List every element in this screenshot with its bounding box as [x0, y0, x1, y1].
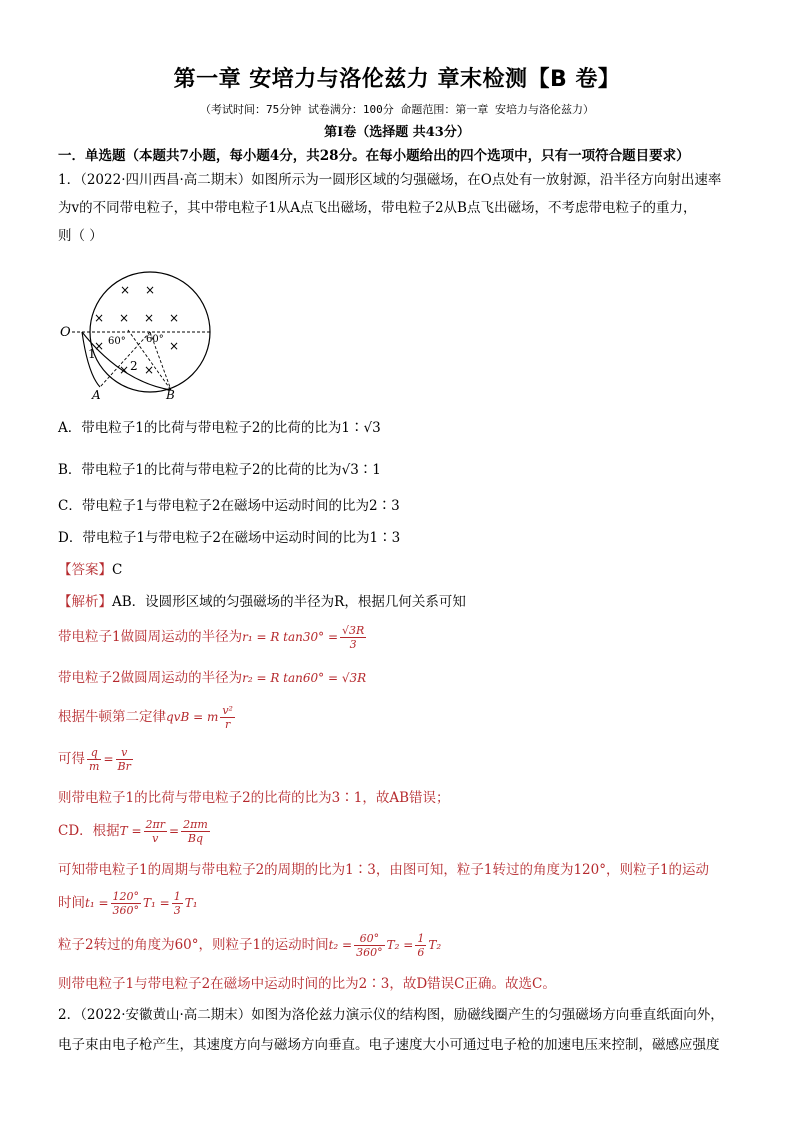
- fraction: [181, 818, 210, 845]
- fraction-denominator: 3: [173, 904, 181, 917]
- fraction-numerator: v: [116, 746, 133, 760]
- fraction-denominator: 6: [417, 946, 425, 959]
- fraction-numerator: v²: [222, 704, 233, 717]
- fraction-denominator: 360°: [356, 946, 383, 959]
- formula: T₂ =: [386, 938, 414, 952]
- question-2-line: 电子束由电子枪产生，其速度方向与磁场方向垂直。电子速度大小可通过电子枪的加速电压来控制，磁感应强度: [58, 1037, 720, 1053]
- question-1-stem: [58, 166, 758, 250]
- fraction-denominator: r: [225, 718, 231, 731]
- question-2-stem: [58, 1000, 758, 1060]
- field-cross: ×: [119, 311, 130, 325]
- fraction-numerator: 1: [417, 932, 425, 945]
- fraction-denominator: Bq: [187, 832, 203, 845]
- angle-label-right: 60°: [146, 334, 164, 345]
- formula: =: [103, 752, 114, 766]
- label-origin: O: [60, 325, 71, 340]
- field-cross: ×: [169, 339, 180, 353]
- analysis-text: 带电粒子2做圆周运动的半径为: [58, 670, 243, 686]
- field-cross: ×: [94, 339, 105, 353]
- question-2-line: 2．（2022·安徽黄山·高二期末）如图为洛伦兹力演示仪的结构图，励磁线圈产生的匀强磁场方向垂直纸面向外，: [58, 1007, 724, 1023]
- fraction: [172, 890, 183, 917]
- fraction: [415, 932, 426, 959]
- fraction: [111, 890, 142, 917]
- field-cross: ×: [145, 283, 156, 297]
- option-d[interactable]: D．带电粒子1与带电粒子2在磁场中运动时间的比为1∶3: [58, 530, 401, 546]
- fraction-numerator: 120°: [112, 890, 140, 903]
- answer-row: [58, 558, 122, 578]
- analysis-line: [58, 932, 441, 959]
- fraction-numerator: 2πm: [183, 818, 208, 831]
- analysis-line: 可知带电粒子1的周期与带电粒子2的周期的比为1∶3，由图可知，粒子1转过的角度为120°，则粒子1的运动: [58, 862, 710, 878]
- label-point-a: A: [92, 388, 101, 400]
- volume-heading: 第Ⅰ卷（选择题 共43分）: [324, 125, 470, 140]
- formula: T₁: [184, 896, 198, 910]
- fraction-denominator: Br: [117, 760, 131, 773]
- fraction: [116, 746, 133, 773]
- question-1-line: 为v的不同带电粒子，其中带电粒子1从A点飞出磁场，带电粒子2从B点飞出磁场，不考虑带电粒子的重力，: [58, 200, 697, 216]
- page-title: 第一章 安培力与洛伦兹力 章末检测【B 卷】: [173, 67, 621, 92]
- label-point-b: B: [166, 388, 175, 400]
- analysis-line: 则带电粒子1的比荷与带电粒子2的比荷的比为3∶1，故AB错误；: [58, 790, 450, 806]
- fraction-denominator: v: [152, 832, 159, 845]
- analysis-line: [58, 590, 466, 610]
- analysis-text: 时间: [58, 895, 85, 911]
- section-heading: 一．单选题（本题共7小题，每小题4分，共28分。在每小题给出的四个选项中，只有一项符合题目要求）: [58, 148, 690, 164]
- field-cross: ×: [169, 311, 180, 325]
- analysis-line: [58, 624, 368, 651]
- analysis-text: 粒子2转过的角度为60°，则粒子1的运动时间: [58, 937, 329, 953]
- analysis-text: CD．根据: [58, 823, 120, 839]
- analysis-text: AB．设圆形区域的匀强磁场的半径为R，根据几何关系可知: [112, 594, 466, 610]
- analysis-text: 根据牛顿第二定律: [58, 709, 166, 725]
- analysis-line: CD．根据T = $\frac{2\pi r}{v}$ = $\frac{2\pi m}{Bq}$: [58, 818, 208, 845]
- formula: T =: [119, 824, 142, 838]
- field-cross: ×: [119, 363, 130, 377]
- formula: r₁ = R tan30° =: [242, 630, 339, 644]
- fraction-numerator: √3R: [342, 624, 365, 637]
- fraction: [340, 624, 366, 651]
- fraction-denominator: m: [89, 760, 100, 773]
- formula: t₂ =: [328, 938, 353, 952]
- field-cross: ×: [120, 283, 131, 297]
- analysis-text: 带电粒子1做圆周运动的半径为: [58, 629, 243, 645]
- fraction-denominator: 3: [349, 638, 357, 651]
- option-c[interactable]: C．带电粒子1与带电粒子2在磁场中运动时间的比为2∶3: [58, 498, 400, 514]
- formula: qvB = m: [166, 710, 219, 724]
- question-1-line: 1．（2022·四川西昌·高二期末）如图所示为一圆形区域的匀强磁场，在O点处有一放射源，沿半径方向射出速率: [58, 172, 722, 188]
- formula: T₁ =: [143, 896, 170, 910]
- analysis-line: [58, 746, 135, 773]
- formula: T₂: [428, 938, 442, 952]
- fraction: [220, 704, 235, 731]
- question-1-line: 则（ ）: [58, 228, 103, 244]
- analysis-conclusion: 则带电粒子1与带电粒子2在磁场中运动时间的比为2∶3，故D错误C正确。故选C。: [58, 976, 556, 992]
- answer-tag: 【答案】: [58, 562, 112, 578]
- analysis-line: [58, 704, 237, 731]
- fraction-numerator: 1: [173, 890, 181, 903]
- option-a[interactable]: A．带电粒子1的比荷与带电粒子2的比荷的比为1∶√3: [58, 420, 381, 436]
- label-trajectory-1: 1: [88, 347, 96, 361]
- analysis-line: [58, 666, 366, 686]
- magnetic-field-figure: [58, 270, 218, 400]
- analysis-tag: 【解析】: [58, 594, 112, 610]
- formula: t₁ =: [85, 896, 109, 910]
- label-trajectory-2: 2: [130, 359, 138, 373]
- formula: r₂ = R tan60° = √3R: [242, 671, 367, 685]
- fraction-denominator: 360°: [112, 904, 140, 917]
- field-cross: ×: [94, 311, 105, 325]
- answer-value: C: [112, 562, 123, 578]
- option-b[interactable]: B．带电粒子1的比荷与带电粒子2的比荷的比为√3∶1: [58, 462, 381, 478]
- field-cross: ×: [144, 311, 155, 325]
- analysis-text: 可得: [58, 751, 85, 767]
- fraction-numerator: 60°: [354, 932, 385, 946]
- field-cross: ×: [144, 363, 155, 377]
- analysis-line: [58, 890, 198, 917]
- fraction: [354, 932, 385, 959]
- fraction-numerator: 2πr: [145, 818, 166, 831]
- fraction: [87, 746, 101, 773]
- fraction-numerator: q: [87, 746, 101, 760]
- angle-label-left: 60°: [108, 336, 126, 347]
- fraction: [144, 818, 168, 845]
- exam-info: （考试时间：75分钟 试卷满分：100分 命题范围：第一章 安培力与洛伦兹力）: [200, 103, 594, 116]
